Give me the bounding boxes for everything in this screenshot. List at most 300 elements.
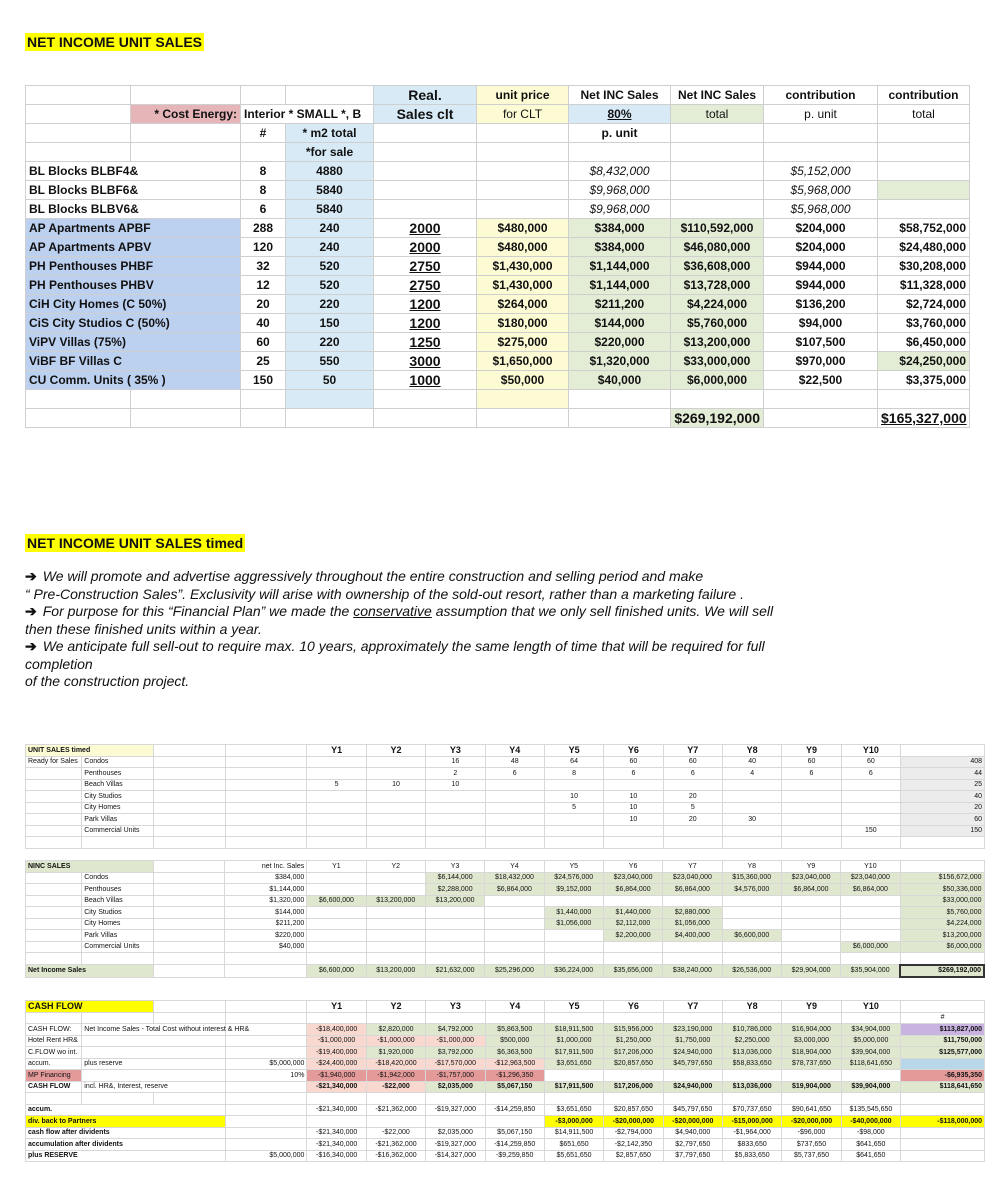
cash-flow-value: $17,206,000 [604, 1047, 663, 1059]
year-label: Y5 [544, 861, 603, 873]
unit-count: 10 [544, 791, 603, 803]
cash-flow-value: $45,797,650 [663, 1104, 722, 1116]
ninc-value [544, 930, 603, 942]
cash-flow-bottom-row [26, 1139, 985, 1151]
unit-count: 32 [241, 257, 286, 276]
cash-flow-total: -$118,000,000 [901, 1116, 985, 1128]
cash-flow-row [26, 1070, 985, 1082]
row-param [225, 1047, 307, 1059]
unit-net-inc-total: $13,200,000 [671, 333, 764, 352]
cash-flow-total: -$6,935,350 [901, 1070, 985, 1082]
unit-net-inc: $40,000 [569, 371, 671, 390]
unit-count [485, 814, 544, 826]
unit-count [366, 802, 425, 814]
cash-flow-value: $135,545,650 [841, 1104, 900, 1116]
unit-count [307, 791, 366, 803]
unit-row [26, 276, 970, 295]
ninc-value: $6,864,000 [781, 884, 840, 896]
unit-contribution: $5,968,000 [764, 200, 878, 219]
unit-count: 5 [307, 779, 366, 791]
ready-label: Ready for Sales [26, 756, 82, 768]
cash-flow-value: $737,650 [782, 1139, 841, 1151]
arrow-icon: ➔ [25, 638, 37, 654]
unit-sales-row [26, 802, 985, 814]
unit-row [26, 219, 970, 238]
unit-count [841, 791, 900, 803]
row-label: C.FLOW wo int. [26, 1047, 82, 1059]
year-label: Y9 [782, 1001, 841, 1013]
unit-m2: 5840 [286, 181, 374, 200]
row-note [82, 1035, 225, 1047]
category-label: City Studios [82, 907, 154, 919]
unit-contribution-total: $58,752,000 [878, 219, 970, 238]
cash-flow-value: $17,206,000 [604, 1081, 663, 1093]
unit-net-inc-total: $4,224,000 [671, 295, 764, 314]
ninc-title: NINC SALES [26, 861, 154, 873]
category-label: City Homes [82, 918, 154, 930]
unit-real-sales: 1200 [374, 295, 477, 314]
unit-name: BL Blocks BLBF4& [26, 162, 241, 181]
row-label: CASH FLOW: [26, 1024, 82, 1036]
unit-net-inc: $40,000 [225, 941, 307, 953]
cash-flow-value: $5,067,150 [485, 1081, 544, 1093]
row-param: $5,000,000 [225, 1058, 307, 1070]
year-label: Y10 [841, 861, 900, 873]
row-label: CASH FLOW [26, 1081, 82, 1093]
cash-flow-value: -$96,000 [782, 1127, 841, 1139]
ninc-value [307, 918, 366, 930]
cash-flow-value: -$12,963,500 [485, 1058, 544, 1070]
unit-contribution: $944,000 [764, 276, 878, 295]
unit-count: 25 [241, 352, 286, 371]
unit-count [544, 779, 603, 791]
ninc-total: $4,224,000 [900, 918, 984, 930]
row-param [225, 1035, 307, 1047]
total-net-inc-sales: $269,192,000 [671, 409, 764, 428]
unit-row [26, 257, 970, 276]
cash-flow-value: $39,904,000 [841, 1081, 900, 1093]
unit-net-inc: $8,432,000 [569, 162, 671, 181]
cash-flow-value: $17,911,500 [544, 1081, 603, 1093]
net-income-value: $26,536,000 [722, 965, 781, 978]
unit-count: 20 [663, 791, 722, 803]
unit-contribution: $204,000 [764, 219, 878, 238]
row-label: accumulation after dividents [26, 1139, 226, 1151]
unit-price: $275,000 [477, 333, 569, 352]
unit-count [604, 779, 663, 791]
ninc-value [841, 907, 900, 919]
net-income-value: $38,240,000 [663, 965, 722, 978]
cash-flow-value: -$2,794,000 [604, 1127, 663, 1139]
cash-flow-value: $24,940,000 [663, 1047, 722, 1059]
unit-count: 10 [366, 779, 425, 791]
row-param [225, 1127, 307, 1139]
unit-contribution-total [878, 200, 970, 219]
cash-flow-value: -$14,327,000 [426, 1150, 485, 1162]
ninc-value [485, 907, 544, 919]
unit-count [782, 802, 841, 814]
unit-count [307, 802, 366, 814]
unit-total: 25 [901, 779, 985, 791]
explanation-paragraph: ➔ We will promote and advertise aggressively throughout the entire construction and selling period and make “ Pre-Construction Sales”. Exclusivity will arise with ownership of the sold-out resort, rather than a marketing failure . ➔ For purpose for this “Financial Plan” we made the conservative assumption that we only sell finished units. We will sell then these finished units within a year. ➔ We anticipate full sell-out to require max. 10 years, approximately the same length of time that will be required for full completion of the construction project. [25, 568, 774, 689]
cash-flow-value: -$21,340,000 [307, 1127, 366, 1139]
ninc-value [603, 941, 662, 953]
unit-real-sales: 2000 [374, 238, 477, 257]
unit-count [841, 779, 900, 791]
unit-total: 40 [901, 791, 985, 803]
ninc-value: $4,576,000 [722, 884, 781, 896]
cash-flow-row [26, 1058, 985, 1070]
unit-real-sales: 2750 [374, 257, 477, 276]
unit-price: $50,000 [477, 371, 569, 390]
unit-contribution: $107,500 [764, 333, 878, 352]
cash-flow-value: $5,067,150 [485, 1127, 544, 1139]
ninc-value [722, 941, 781, 953]
ninc-row [26, 918, 985, 930]
cash-flow-value: $17,911,500 [544, 1047, 603, 1059]
ninc-total: $13,200,000 [900, 930, 984, 942]
unit-price: $264,000 [477, 295, 569, 314]
year-label: Y4 [485, 745, 544, 757]
ninc-value [781, 918, 840, 930]
cash-flow-value: $23,190,000 [663, 1024, 722, 1036]
cash-flow-total [901, 1150, 985, 1162]
cash-flow-value: $18,911,500 [544, 1024, 603, 1036]
unit-net-inc: $1,320,000 [569, 352, 671, 371]
ninc-value [366, 884, 425, 896]
unit-count [782, 825, 841, 837]
unit-net-inc: $144,000 [225, 907, 307, 919]
cash-flow-total: $11,750,000 [901, 1035, 985, 1047]
unit-real-sales: 1000 [374, 371, 477, 390]
unit-count [366, 756, 425, 768]
cash-flow-value: -$1,757,000 [426, 1070, 485, 1082]
cash-flow-value: $2,250,000 [722, 1035, 781, 1047]
cash-flow-value: -$20,000,000 [604, 1116, 663, 1128]
cash-flow-value: -$22,000 [366, 1127, 425, 1139]
unit-price: $480,000 [477, 219, 569, 238]
cash-flow-value: $1,000,000 [544, 1035, 603, 1047]
ninc-value [544, 941, 603, 953]
cash-flow-value: $3,000,000 [782, 1035, 841, 1047]
unit-count: 10 [604, 802, 663, 814]
ninc-value: $1,056,000 [544, 918, 603, 930]
unit-count [604, 825, 663, 837]
cash-flow-value: $6,363,500 [485, 1047, 544, 1059]
cash-flow-value: -$40,000,000 [841, 1116, 900, 1128]
unit-real-sales: 1200 [374, 314, 477, 333]
cash-flow-value: $2,797,650 [663, 1139, 722, 1151]
unit-net-inc: $1,144,000 [569, 276, 671, 295]
cash-flow-total: $125,577,000 [901, 1047, 985, 1059]
net-income-row [26, 965, 985, 978]
row-note: Net Income Sales - Total Cost without interest & HR& [82, 1024, 225, 1036]
ninc-total: $6,000,000 [900, 941, 984, 953]
cash-flow-value: $833,650 [722, 1139, 781, 1151]
cash-flow-value: -$19,400,000 [307, 1047, 366, 1059]
ninc-row [26, 895, 985, 907]
cash-flow-value: -$19,327,000 [426, 1104, 485, 1116]
cash-flow-value: -$17,570,000 [426, 1058, 485, 1070]
cash-flow-value: $641,650 [841, 1150, 900, 1162]
unit-row [26, 162, 970, 181]
cash-flow-total: $118,641,650 [901, 1081, 985, 1093]
cash-flow-value: $78,737,650 [782, 1058, 841, 1070]
unit-count [485, 779, 544, 791]
unit-contribution-total: $3,375,000 [878, 371, 970, 390]
ninc-value [307, 872, 366, 884]
unit-sales-row [26, 791, 985, 803]
unit-m2: 220 [286, 295, 374, 314]
ninc-value: $6,000,000 [841, 941, 900, 953]
cash-flow-value: -$19,327,000 [426, 1139, 485, 1151]
unit-net-inc: $384,000 [569, 219, 671, 238]
year-label: Y8 [722, 745, 781, 757]
cash-flow-value [604, 1070, 663, 1082]
unit-contribution: $5,968,000 [764, 181, 878, 200]
ninc-value [307, 930, 366, 942]
cash-flow-value: $90,641,650 [782, 1104, 841, 1116]
row-note: incl. HR&, Interest, reserve [82, 1081, 225, 1093]
cash-flow-value: $16,904,000 [782, 1024, 841, 1036]
unit-count: 10 [604, 791, 663, 803]
year-label: Y7 [663, 1001, 722, 1013]
cash-flow-value: -$16,340,000 [307, 1150, 366, 1162]
cash-flow-value: $5,833,650 [722, 1150, 781, 1162]
unit-count: 6 [241, 200, 286, 219]
cost-energy-label: * Cost Energy: [131, 105, 241, 124]
total-contribution: $165,327,000 [878, 409, 970, 428]
unit-real-sales: 3000 [374, 352, 477, 371]
row-param: 10% [225, 1070, 307, 1082]
unit-contribution: $944,000 [764, 257, 878, 276]
unit-contribution-total: $2,724,000 [878, 295, 970, 314]
hash-label: # [901, 1012, 985, 1024]
section1-title: NET INCOME UNIT SALES [27, 34, 203, 50]
unit-count [307, 756, 366, 768]
cash-flow-value: -$21,340,000 [307, 1104, 366, 1116]
ninc-total: $50,336,000 [900, 884, 984, 896]
unit-row [26, 295, 970, 314]
year-label: Y5 [544, 1001, 603, 1013]
cash-flow-value: -$98,000 [841, 1127, 900, 1139]
net-income-label: Net Income Sales [26, 965, 154, 978]
col-label: net Inc. Sales [225, 861, 307, 873]
ninc-value: $1,056,000 [663, 918, 722, 930]
ninc-value [307, 941, 366, 953]
cash-flow-value: $18,904,000 [782, 1047, 841, 1059]
unit-count [307, 814, 366, 826]
net-income-value: $25,296,000 [485, 965, 544, 978]
ninc-value [485, 895, 544, 907]
cash-flow-value: $10,786,000 [722, 1024, 781, 1036]
unit-contribution-total [878, 181, 970, 200]
cash-flow-row [26, 1047, 985, 1059]
row-label: Hotel Rent HR& [26, 1035, 82, 1047]
cash-flow-value: $1,250,000 [604, 1035, 663, 1047]
ninc-total: $156,672,000 [900, 872, 984, 884]
unit-count [426, 791, 485, 803]
unit-count: 60 [241, 333, 286, 352]
unit-real-sales: 2750 [374, 276, 477, 295]
unit-net-inc: $220,000 [225, 930, 307, 942]
unit-net-inc: $9,968,000 [569, 200, 671, 219]
ninc-value [425, 930, 484, 942]
cash-flow-value: $5,863,500 [485, 1024, 544, 1036]
unit-row [26, 200, 970, 219]
unit-net-inc-total: $6,000,000 [671, 371, 764, 390]
cash-flow-bottom-row [26, 1150, 985, 1162]
cash-flow-value: -$1,296,350 [485, 1070, 544, 1082]
net-income-value: $29,904,000 [781, 965, 840, 978]
net-income-value: $21,632,000 [425, 965, 484, 978]
year-label: Y5 [544, 745, 603, 757]
unit-real-sales [374, 162, 477, 181]
cash-flow-value: $651,650 [544, 1139, 603, 1151]
unit-count [366, 825, 425, 837]
cash-flow-value: $2,035,000 [426, 1081, 485, 1093]
year-label: Y2 [366, 1001, 425, 1013]
unit-net-inc-total [671, 200, 764, 219]
unit-row [26, 352, 970, 371]
ninc-value [663, 941, 722, 953]
cash-flow-value: $3,651,650 [544, 1058, 603, 1070]
unit-contribution-total [878, 162, 970, 181]
unit-net-inc: $144,000 [569, 314, 671, 333]
cash-flow-value [663, 1070, 722, 1082]
unit-count: 30 [722, 814, 781, 826]
unit-m2: 220 [286, 333, 374, 352]
net-income-value: $36,224,000 [544, 965, 603, 978]
cash-flow-value: -$18,400,000 [307, 1024, 366, 1036]
unit-net-inc-total: $5,760,000 [671, 314, 764, 333]
unit-net-inc: $9,968,000 [569, 181, 671, 200]
unit-count: 16 [426, 756, 485, 768]
ninc-value [722, 895, 781, 907]
ninc-value [425, 907, 484, 919]
row-label: div. back to Partners [26, 1116, 226, 1128]
arrow-icon: ➔ [25, 603, 37, 619]
cash-flow-value: -$16,362,000 [366, 1150, 425, 1162]
cash-flow-value: $19,904,000 [782, 1081, 841, 1093]
unit-net-inc: $384,000 [569, 238, 671, 257]
unit-name: PH Penthouses PHBF [26, 257, 241, 276]
unit-count: 48 [485, 756, 544, 768]
ninc-row [26, 872, 985, 884]
category-label: Condos [82, 756, 154, 768]
unit-contribution: $204,000 [764, 238, 878, 257]
unit-count [722, 825, 781, 837]
cash-flow-bottom-row [26, 1116, 985, 1128]
unit-count: 2 [426, 768, 485, 780]
year-label: Y6 [604, 1001, 663, 1013]
cash-flow-value: -$1,000,000 [307, 1035, 366, 1047]
unit-contribution-total: $6,450,000 [878, 333, 970, 352]
unit-net-inc: $211,200 [569, 295, 671, 314]
net-income-value: $13,200,000 [366, 965, 425, 978]
ninc-value [425, 941, 484, 953]
cash-flow-title: CASH FLOW [26, 1001, 154, 1013]
unit-name: CiH City Homes (C 50%) [26, 295, 241, 314]
unit-real-sales: 2000 [374, 219, 477, 238]
ninc-value [544, 895, 603, 907]
cash-flow-value [426, 1116, 485, 1128]
year-label: Y4 [485, 861, 544, 873]
row-note [82, 1047, 225, 1059]
unit-count: 150 [841, 825, 900, 837]
cash-flow-value: $118,641,650 [841, 1058, 900, 1070]
ninc-value: $2,112,000 [603, 918, 662, 930]
cash-flow-value: $4,940,000 [663, 1127, 722, 1139]
cash-flow-value [841, 1070, 900, 1082]
ninc-value [366, 872, 425, 884]
unit-real-sales [374, 181, 477, 200]
unit-count: 6 [841, 768, 900, 780]
ninc-total: $33,000,000 [900, 895, 984, 907]
unit-price [477, 200, 569, 219]
unit-m2: 520 [286, 276, 374, 295]
unit-count [366, 814, 425, 826]
unit-m2: 520 [286, 257, 374, 276]
net-income-value: $6,600,000 [307, 965, 366, 978]
unit-row [26, 314, 970, 333]
cash-flow-value: $14,911,500 [544, 1127, 603, 1139]
category-label: Park Villas [82, 814, 154, 826]
cash-flow-value: -$1,000,000 [426, 1035, 485, 1047]
unit-net-inc-total: $36,608,000 [671, 257, 764, 276]
unit-count: 10 [426, 779, 485, 791]
cash-flow-value: $5,737,650 [782, 1150, 841, 1162]
row-label: cash flow after dividents [26, 1127, 226, 1139]
cash-flow-total [901, 1104, 985, 1116]
year-label: Y1 [307, 1001, 366, 1013]
cash-flow-value: -$14,259,850 [485, 1104, 544, 1116]
unit-net-inc: $384,000 [225, 872, 307, 884]
cash-flow-value: $20,857,650 [604, 1058, 663, 1070]
cash-flow-value: $641,650 [841, 1139, 900, 1151]
unit-count: 6 [604, 768, 663, 780]
year-label: Y1 [307, 745, 366, 757]
unit-count [366, 768, 425, 780]
arrow-icon: ➔ [25, 568, 37, 584]
cash-flow-value [307, 1116, 366, 1128]
row-label: MP Financing [26, 1070, 82, 1082]
ninc-row [26, 884, 985, 896]
unit-net-inc: $211,200 [225, 918, 307, 930]
cash-flow-value: -$20,000,000 [663, 1116, 722, 1128]
cash-flow-value: $24,940,000 [663, 1081, 722, 1093]
ninc-value [722, 907, 781, 919]
unit-real-sales: 1250 [374, 333, 477, 352]
cash-flow-value: -$3,000,000 [544, 1116, 603, 1128]
ninc-value [781, 930, 840, 942]
category-label: Penthouses [82, 768, 154, 780]
unit-count [426, 825, 485, 837]
cash-flow-value: $500,000 [485, 1035, 544, 1047]
ninc-value: $23,040,000 [841, 872, 900, 884]
year-label: Y2 [366, 745, 425, 757]
ninc-value: $15,360,000 [722, 872, 781, 884]
ninc-value [781, 941, 840, 953]
row-param [225, 1081, 307, 1093]
unit-net-inc: $1,144,000 [225, 884, 307, 896]
ninc-value [841, 918, 900, 930]
ninc-row [26, 930, 985, 942]
unit-contribution: $136,200 [764, 295, 878, 314]
unit-m2: 50 [286, 371, 374, 390]
unit-sales-row [26, 756, 985, 768]
ninc-value [366, 941, 425, 953]
